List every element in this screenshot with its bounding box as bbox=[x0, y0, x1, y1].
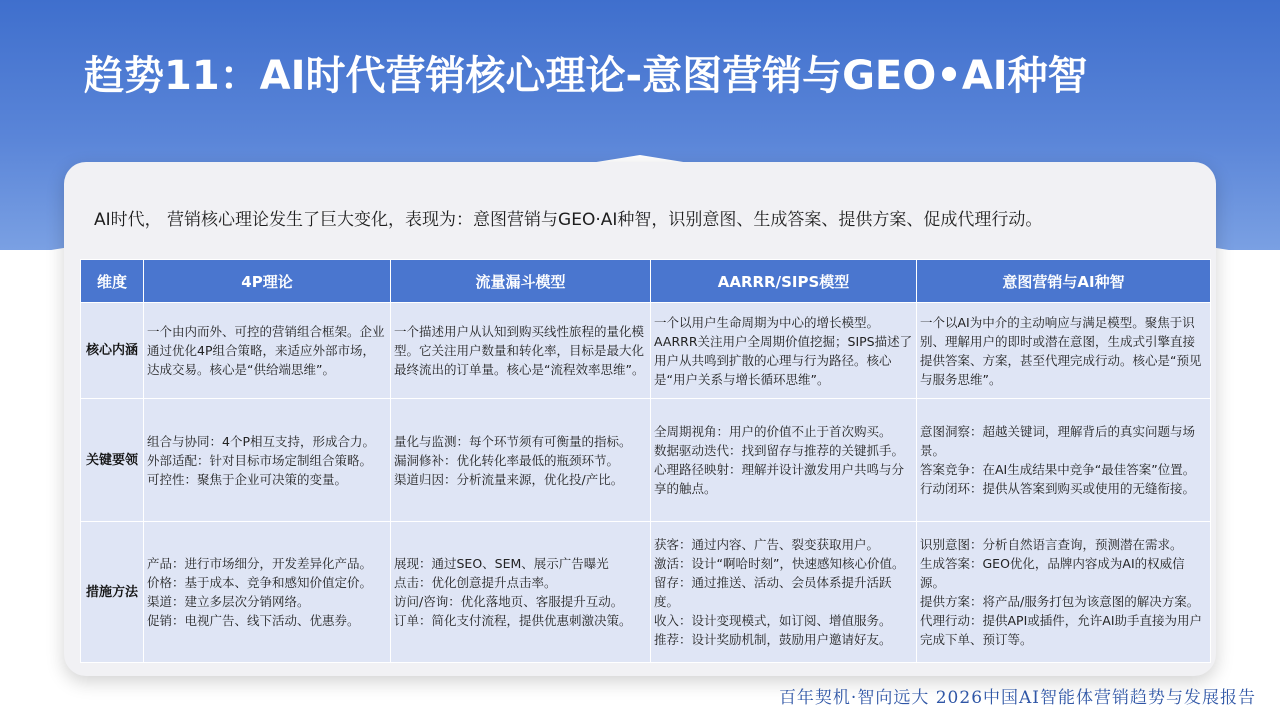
intro-text: AI时代， 营销核心理论发生了巨大变化，表现为：意图营销与GEO·AI种智，识别意图、生成答案、提供方案、促成代理行动。 bbox=[94, 210, 1043, 230]
cell-line: 留存：通过推送、活动、会员体系提升活跃度。 bbox=[654, 575, 892, 609]
cell-line: 生成答案：GEO优化，品牌内容成为AI的权威信源。 bbox=[920, 556, 1185, 590]
cell-line: 产品：进行市场细分，开发差异化产品。 bbox=[147, 556, 373, 571]
cell-line: 漏洞修补：优化转化率最低的瓶颈环节。 bbox=[394, 452, 620, 468]
table-cell bbox=[917, 399, 1211, 522]
cell-line: 价格：基于成本、竞争和感知价值定价。 bbox=[147, 575, 373, 590]
column-header: 流量漏斗模型 bbox=[391, 260, 651, 303]
column-header: AARRR/SIPS模型 bbox=[651, 260, 917, 303]
cell-line: 外部适配：针对目标市场定制组合策略。 bbox=[147, 452, 373, 468]
table-cell bbox=[651, 303, 917, 399]
cell-line: 渠道：建立多层次分销网络。 bbox=[147, 594, 310, 609]
cell-line: 订单：简化支付流程，提供优惠刺激决策。 bbox=[394, 613, 632, 628]
row-dimension-label: 核心内涵 bbox=[81, 303, 144, 399]
cell-line: 量化与监测：每个环节须有可衡量的指标。 bbox=[394, 433, 632, 449]
cell-line: 代理行动：提供API或插件，允许AI助手直接为用户完成下单、预订等。 bbox=[920, 613, 1203, 647]
cell-line: 一个以用户生命周期为中心的增长模型。AARRR关注用户全周期价值挖掘；SIPS描述了用户从共鸣到扩散的心理与行为路径。核心是“用户关系与增长循环思维”。 bbox=[654, 314, 913, 387]
table-cell bbox=[651, 399, 917, 522]
table-cell bbox=[391, 399, 651, 522]
table-row bbox=[81, 522, 1211, 663]
cell-line: 答案竞争：在AI生成结果中竞争“最佳答案”位置。 bbox=[920, 462, 1196, 477]
footer-text: 百年契机·智向远大 2026中国AI智能体营销趋势与发展报告 bbox=[778, 688, 1256, 708]
cell-line: 获客：通过内容、广告、裂变获取用户。 bbox=[654, 537, 880, 552]
cell-line: 组合与协同：4个P相互支持，形成合力。 bbox=[147, 433, 375, 449]
table-cell bbox=[391, 522, 651, 663]
column-header: 维度 bbox=[81, 260, 144, 303]
column-header: 意图营销与AI种智 bbox=[917, 260, 1211, 303]
cell-line: 推荐：设计奖励机制，鼓励用户邀请好友。 bbox=[654, 632, 892, 647]
cell-line: 渠道归因：分析流量来源，优化投/产比。 bbox=[394, 471, 624, 487]
cell-line: 点击：优化创意提升点击率。 bbox=[394, 575, 557, 590]
table-header-row bbox=[81, 260, 1211, 303]
cell-line: 一个描述用户从认知到购买线性旅程的量化模型。它关注用户数量和转化率，目标是最大化最终流出的订单量。核心是“流程效率思维”。 bbox=[394, 324, 645, 377]
row-dimension-label: 措施方法 bbox=[81, 522, 144, 663]
table-cell bbox=[144, 399, 391, 522]
table-cell bbox=[651, 522, 917, 663]
table-row bbox=[81, 399, 1211, 522]
table-cell bbox=[144, 522, 391, 663]
column-header: 4P理论 bbox=[144, 260, 391, 303]
cell-line: 收入：设计变现模式，如订阅、增值服务。 bbox=[654, 613, 892, 628]
cell-line: 数据驱动迭代：找到留存与推荐的关键抓手。 bbox=[654, 443, 905, 458]
table-row bbox=[81, 303, 1211, 399]
cell-line: 促销：电视广告、线下活动、优惠券。 bbox=[147, 613, 360, 628]
table-cell bbox=[917, 522, 1211, 663]
table-cell bbox=[917, 303, 1211, 399]
cell-line: 访问/咨询：优化落地页、客服提升互动。 bbox=[394, 594, 624, 609]
page-title: 趋势11：AI时代营销核心理论-意图营销与GEO•AI种智 bbox=[84, 53, 1088, 99]
cell-line: 可控性：聚焦于企业可决策的变量。 bbox=[147, 471, 348, 487]
table-cell bbox=[144, 303, 391, 399]
cell-line: 全周期视角：用户的价值不止于首次购买。 bbox=[654, 424, 892, 439]
cell-line: 提供方案：将产品/服务打包为该意图的解决方案。 bbox=[920, 594, 1200, 609]
cell-line: 意图洞察：超越关键词，理解背后的真实问题与场景。 bbox=[920, 424, 1196, 458]
row-dimension-label: 关键要领 bbox=[81, 399, 144, 522]
cell-line: 一个由内而外、可控的营销组合框架。企业通过优化4P组合策略，来适应外部市场，达成交易。核心是“供给端思维”。 bbox=[147, 324, 385, 377]
cell-line: 一个以AI为中介的主动响应与满足模型。聚焦于识别、理解用户的即时或潜在意图，生成式引擎直接提供答案、方案，甚至代理完成行动。核心是“预见与服务思维”。 bbox=[920, 314, 1202, 387]
cell-line: 心理路径映射：理解并设计激发用户共鸣与分享的触点。 bbox=[654, 462, 905, 496]
cell-line: 识别意图：分析自然语言查询，预测潜在需求。 bbox=[920, 537, 1183, 552]
comparison-table bbox=[80, 259, 1211, 663]
table-cell bbox=[391, 303, 651, 399]
cell-line: 展现：通过SEO、SEM、展示广告曝光 bbox=[394, 556, 609, 571]
cell-line: 行动闭环：提供从答案到购买或使用的无缝衔接。 bbox=[920, 481, 1196, 496]
cell-line: 激活：设计“啊哈时刻”，快速感知核心价值。 bbox=[654, 556, 905, 571]
